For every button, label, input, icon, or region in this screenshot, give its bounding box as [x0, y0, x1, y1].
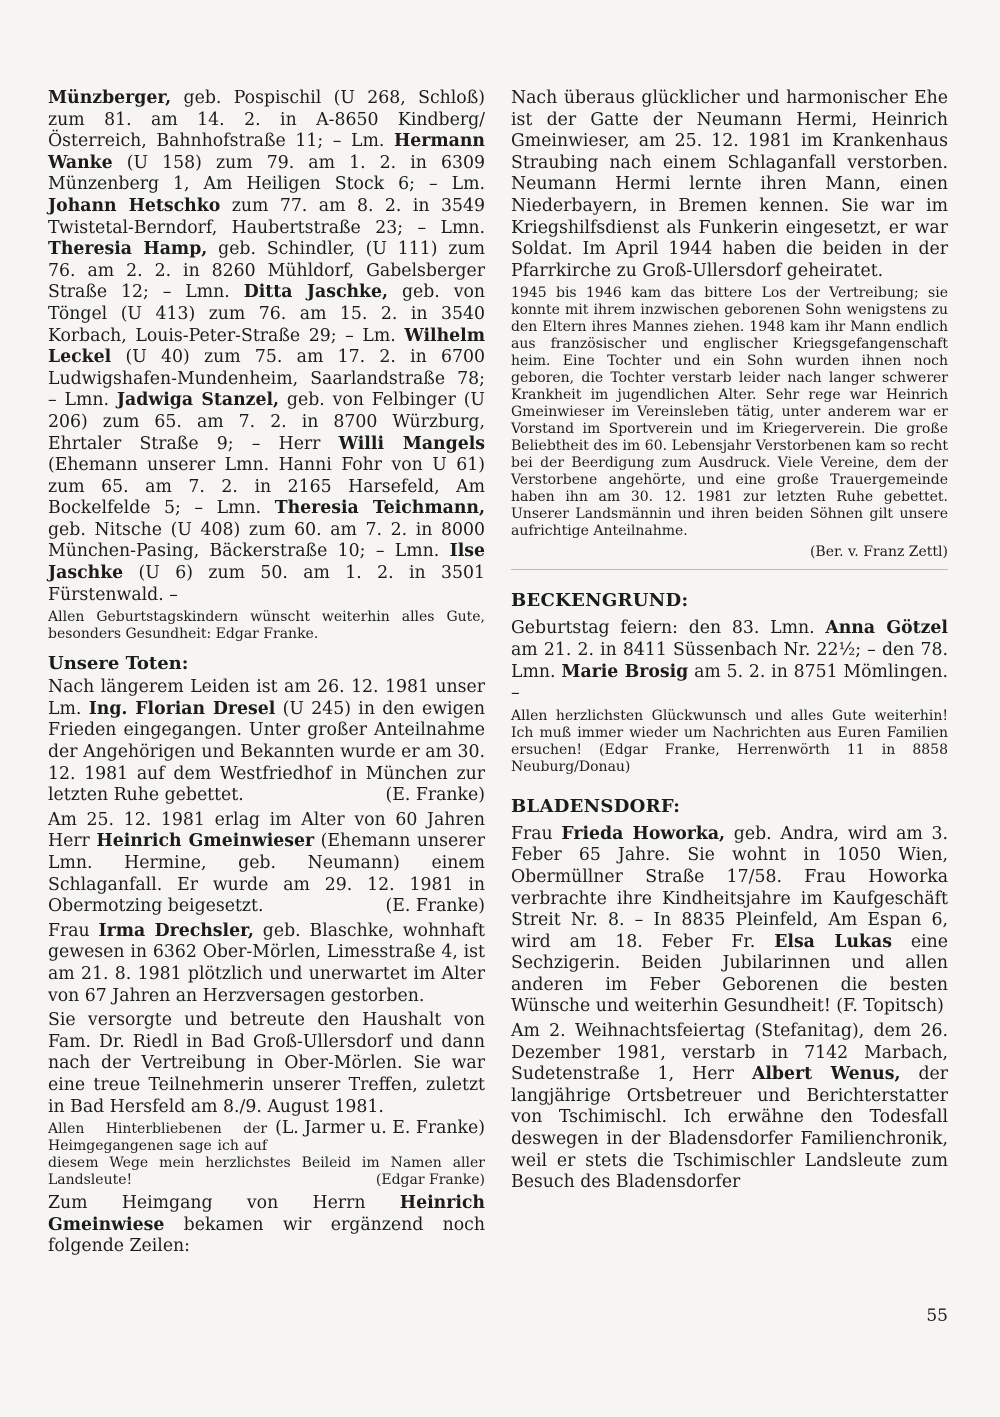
bold-name: Hermann Wanke	[48, 131, 485, 173]
text-run: geb. von Töngel (U 413) zum 76. am 15. 2. in 3540 Korbach, Louis-Peter-Straße 29; – Lm.	[48, 282, 485, 346]
text-run: geb. Nitsche (U 408) zum 60. am 7. 2. in 8000 München-Pasing, Bäckerstraße 10; – Lmn.	[48, 519, 485, 562]
signature: (Edgar Franke)	[375, 1172, 485, 1189]
section-heading-beckengrund: BECKENGRUND:	[511, 590, 689, 612]
bold-name: Münzberger,	[48, 88, 172, 108]
text-run: (U 40) zum 75. am 17. 2. in 6700 Ludwigshafen-Mundenheim, Saarlandstraße 78; – Lmn.	[48, 347, 485, 411]
text-run: zum 77. am 8. 2. in 3549 Twistetal-Berndorf, Haubertstraße 23; – Lmn.	[48, 195, 486, 238]
gmeinwieser-intro	[48, 1193, 485, 1258]
obituary-dresel	[48, 677, 485, 807]
page-number: 55	[926, 1306, 948, 1326]
signature: (L. Jarmer u. E. Franke)	[275, 1118, 485, 1139]
beckengrund-wishes: Allen herzlichsten Glückwunsch und alles Gute weiterhin! Ich muß immer wieder um Nachrichten aus Euren Familien ersuchen! (Edgar Franke, Herrenwörth 11 in 8858 Neuburg/Donau)	[511, 707, 948, 775]
bladensdorf-birthdays	[511, 824, 948, 1018]
bold-name: Johann Hetschko	[48, 195, 221, 216]
divider	[511, 569, 948, 570]
text-run: Am 2. Weihnachtsfeiertag (Stefanitag), dem 26. Dezember 1981, verstarb in 7142 Marbach, Sudetenstraße 1, Herr	[511, 1021, 948, 1085]
text-run: eine Sechzigerin. Beiden Jubilarinnen und allen anderen im Feber Geborenen die besten Wünsche und weiterhin Gesundheit! (F. Topitsch)	[511, 931, 949, 1017]
text-run: (Ehemann unserer Lmn. Hermine, geb. Neumann) einem Schlaganfall. Er wurde am 29. 12. 1981 in Obermotzing beigesetzt.	[48, 831, 485, 917]
text-run: Am 25. 12. 1981 erlag im Alter von 60 Jahren Herr	[48, 809, 485, 852]
signature: (Ber. v. Franz Zettl)	[809, 544, 948, 561]
bold-name: Elsa Lukas	[774, 931, 892, 952]
obituaries-heading: Unsere Toten:	[48, 653, 189, 675]
signature: (E. Franke)	[385, 785, 485, 806]
gmeinwieser-tribute: Nach überaus glücklicher und harmonischer Ehe ist der Gatte der Neumann Hermi, Heinrich Gmeinwieser, am 25. 12. 1981 im Krankenhaus Straubing nach einem Schlaganfall verstorben. Neumann Hermi lernte ihren Mann, einen Niederbayern, in Bremen kennen. Sie war im Kriegshilfsdienst als Funkerin eingesetzt, er war Soldat. Im April 1944 haben die beiden in der Pfarrkirche zu Groß-Ullersdorf geheiratet.	[511, 88, 948, 281]
bladensdorf-obituary-wenus	[511, 1021, 948, 1194]
text-run: Frau	[48, 920, 99, 941]
birthday-wishes: Allen Geburtstagskindern wünscht weiterhin alles Gute, besonders Gesundheit: Edgar Franke.	[48, 609, 485, 643]
bold-name: Theresia Hamp,	[48, 239, 208, 260]
text-run: der langjährige Ortsbetreuer und Berichterstatter von Tschimischl. Ich erwähne den Todesfall deswegen in der Bladensdorfer Familienchronik, weil er stets die Tschimischler Landsleute zum Besuch des Bladensdorfer	[511, 1064, 948, 1193]
bold-name: Irma Drechsler,	[98, 920, 254, 941]
bold-name: Anna Götzel	[825, 618, 948, 639]
section-heading-bladensdorf: BLADENSDORF:	[511, 795, 681, 817]
text-run: am 21. 2. in 8411 Süssenbach Nr. 22½; – den 78. Lmn.	[511, 639, 948, 682]
text-run: (U 6) zum 50. am 1. 2. in 3501 Fürstenwald. –	[48, 563, 485, 605]
text-run: geb. Schindler, (U 111) zum 76. am 2. 2. in 8260 Mühldorf, Gabelsberger Straße 12; – Lmn.	[48, 239, 485, 303]
signature: (E. Franke)	[385, 896, 485, 917]
bold-name: Jadwiga Stanzel,	[116, 390, 280, 411]
text-run: geb. Andra, wird am 3. Feber 65 Jahre. Sie wohnt in 1050 Wien, Obermüllner Straße 17/58. Frau Howorka verbrachte ihre Kindheitsjahre im Kaufgeschäft Streit Nr. 8. – In 8835 Pleinfeld, Am Espan 6, wird am 18. Feber Fr.	[511, 823, 948, 952]
text-run: am 5. 2. in 8751 Mömlingen. –	[511, 661, 949, 704]
bold-name: Theresia Teichmann,	[274, 498, 485, 519]
obituary-gmeinwieser	[48, 810, 485, 918]
birthday-list	[48, 88, 485, 606]
obituary-drechsler-continued: Sie versorgte und betreute den Haushalt von Fam. Dr. Riedl in Bad Groß-Ullersdorf und dann nach der Vertreibung in Ober-Mörlen. Sie war eine treue Teilnehmerin unserer Treffen, zuletzt in Bad Hersfeld am 8./9. August 1981. (L. Jarmer u. E. Franke)	[48, 1010, 485, 1139]
bold-name: Albert Wenus,	[751, 1064, 901, 1085]
bold-name: Ing. Florian Dresel	[88, 698, 276, 719]
text-run: Zum Heimgang von Herrn	[48, 1193, 400, 1214]
bold-name: Heinrich Gmeinwiese	[48, 1193, 485, 1235]
obituary-drechsler	[48, 921, 485, 1007]
left-column	[48, 88, 485, 1261]
text-run: Geburtstag feiern: den 83. Lmn.	[511, 618, 826, 639]
bold-name: Marie Brosig	[561, 661, 689, 682]
text-run: Frau	[511, 823, 562, 844]
bold-name: Willi Mangels	[338, 433, 485, 454]
text-run: Nach längerem Leiden ist am 26. 12. 1981 unser Lm.	[48, 677, 485, 719]
text-run: (Ehemann unserer Lmn. Hanni Fohr von U 61) zum 65. am 7. 2. in 2165 Harsefeld, Am Bockelfelde 5; – Lmn.	[48, 455, 485, 519]
text-run: bekamen wir ergänzend noch folgende Zeilen:	[48, 1214, 485, 1257]
bold-name: Wilhelm Leckel	[48, 325, 485, 368]
condolence-note: Allen Hinterbliebenen der Heimgegangenen sage ich auf diesem Wege mein herzlichstes Beileid im Namen aller Landsleute! (Edgar Franke)	[48, 1121, 485, 1189]
bold-name: Heinrich Gmeinwieser	[96, 831, 315, 852]
bold-name: Frieda Howorka,	[561, 823, 726, 844]
text-run: geb. Pospischil (U 268, Schloß) zum 81. am 14. 2. in A-8650 Kindberg/Österreich, Bahnhofstraße 11; – Lm.	[48, 88, 485, 152]
right-column	[511, 88, 948, 1197]
text-run: geb. von Felbinger (U 206) zum 65. am 7. 2. in 8700 Würzburg, Ehrtaler Straße 9; – Herr	[48, 390, 486, 454]
beckengrund-birthdays	[511, 618, 948, 704]
bold-name: Ilse Jaschke	[48, 541, 485, 584]
text-run: (U 158) zum 79. am 1. 2. in 6309 Münzenberg 1, Am Heiligen Stock 6; – Lm.	[48, 152, 485, 195]
text-run: geb. Blaschke, wohnhaft gewesen in 6362 Ober-Mörlen, Limesstraße 4, ist am 21. 8. 1981 plötzlich und unerwartet im Alter von 67 Jahren an Herzversagen gestorben.	[48, 920, 485, 1006]
bold-name: Ditta Jaschke,	[243, 282, 389, 303]
text-run: (U 245) in den ewigen Frieden eingegangen. Unter großer Anteilnahme der Angehörigen und Bekannten wurde er am 30. 12. 1981 auf dem Westfriedhof in München zur letzten Ruhe gebettet.	[48, 698, 485, 806]
gmeinwieser-tribute-continued: 1945 bis 1946 kam das bittere Los der Vertreibung; sie konnte mit ihrem inzwischen geborenen Sohn wenigstens zu den Eltern ihres Mannes ziehen. 1948 kam ihr Mann endlich aus französischer und englischer Kriegsgefangenschaft heim. Eine Tochter und ein Sohn wurden ihnen noch geboren, die Tochter verstarb leider nach langer schwerer Krankheit im jugendlichen Alter. Sehr rege war Heinrich Gmeinwieser im Vereinsleben tätig, unter anderem war er Vorstand im Sportverein und im Kriegerverein. Die große Beliebtheit des im 60. Lebensjahr Verstorbenen kam so recht bei der Beerdigung zum Ausdruck. Viele Vereine, dem der Verstorbene angehörte, und eine große Trauergemeinde haben ihn am 30. 12. 1981 zur letzten Ruhe gebettet. Unserer Landsmännin und ihren beiden Söhnen gilt unsere aufrichtige Anteilnahme.	[511, 285, 948, 540]
